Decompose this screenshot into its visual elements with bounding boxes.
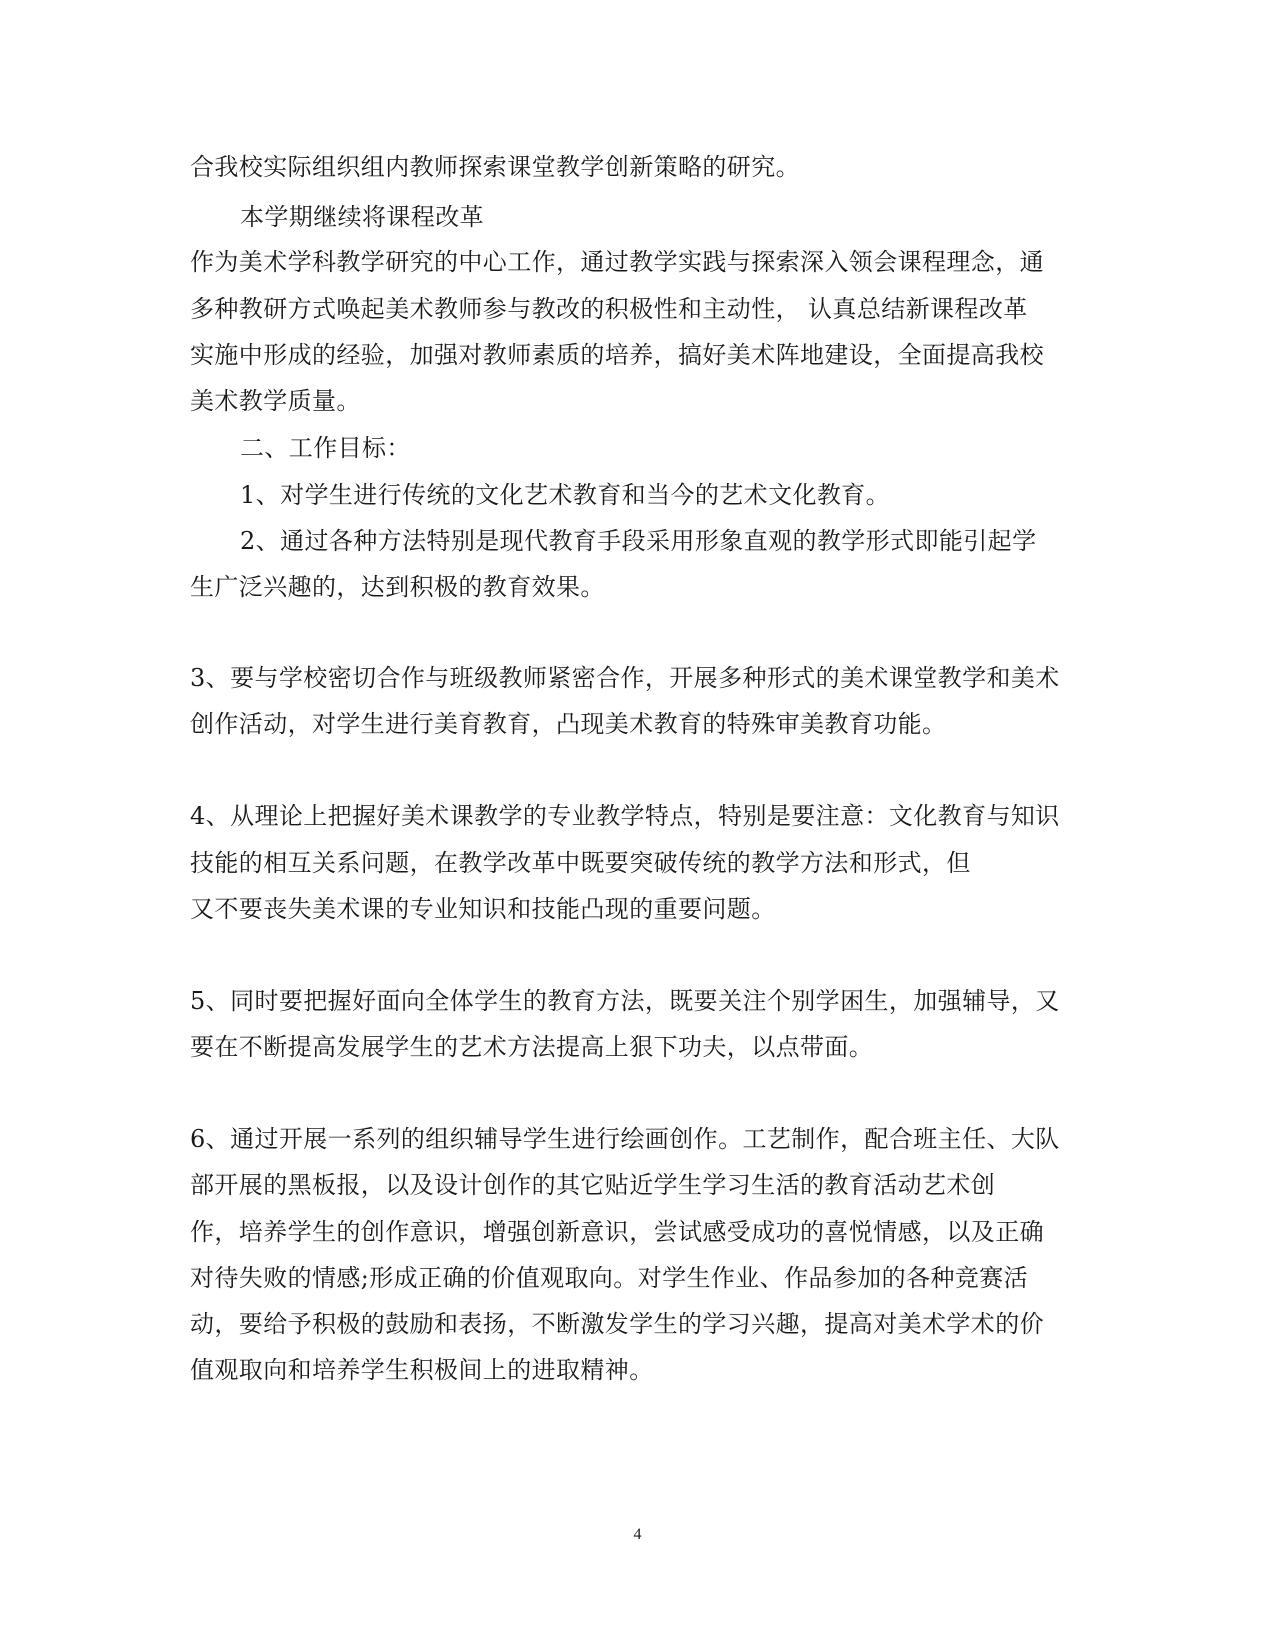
text-line: 1、对学生进行传统的文化艺术教育和当今的艺术文化教育。 bbox=[240, 481, 891, 509]
text-line: 动，要给予积极的鼓励和表扬，不断激发学生的学习兴趣，提高对美术学术的价 bbox=[190, 1310, 1044, 1338]
text-line: 多种教研方式唤起美术教师参与教改的积极性和主动性， 认真总结新课程改革 bbox=[190, 295, 1028, 323]
text-line: 生广泛兴趣的，达到积极的教育效果。 bbox=[190, 573, 605, 601]
text-line: 对待失败的情感;形成正确的价值观取向。对学生作业、作品参加的各种竞赛活 bbox=[190, 1264, 1029, 1292]
page-number: 4 bbox=[633, 1526, 642, 1543]
text-line: 实施中形成的经验，加强对教师素质的培养，搞好美术阵地建设，全面提高我校 bbox=[190, 341, 1044, 369]
text-line: 本学期继续将课程改革 bbox=[240, 203, 484, 231]
section-heading: 二、工作目标： bbox=[240, 434, 411, 462]
text-line: 3、要与学校密切合作与班级教师紧密合作，开展多种形式的美术课堂教学和美术 bbox=[190, 664, 1060, 692]
text-line: 技能的相互关系问题，在教学改革中既要突破传统的教学方法和形式，但 bbox=[190, 849, 971, 877]
text-line: 作，培养学生的创作意识，增强创新意识，尝试感受成功的喜悦情感，以及正确 bbox=[190, 1218, 1044, 1246]
text-line: 2、通过各种方法特别是现代教育手段采用形象直观的教学形式即能引起学 bbox=[240, 527, 1037, 555]
text-line: 值观取向和培养学生积极间上的进取精神。 bbox=[190, 1356, 654, 1384]
text-line: 又不要丧失美术课的专业知识和技能凸现的重要问题。 bbox=[190, 895, 776, 923]
text-line: 4、从理论上把握好美术课教学的专业教学特点，特别是要注意：文化教育与知识 bbox=[190, 802, 1060, 830]
text-line: 要在不断提高发展学生的艺术方法提高上狠下功夫，以点带面。 bbox=[190, 1033, 874, 1061]
text-line: 美术教学质量。 bbox=[190, 387, 361, 415]
text-line: 部开展的黑板报，以及设计创作的其它贴近学生学习生活的教育活动艺术创 bbox=[190, 1171, 996, 1199]
text-line: 合我校实际组织组内教师探索课堂教学创新策略的研究。 bbox=[190, 153, 800, 181]
text-line: 5、同时要把握好面向全体学生的教育方法，既要关注个别学困生，加强辅导，又 bbox=[190, 987, 1060, 1015]
text-line: 创作活动，对学生进行美育教育，凸现美术教育的特殊审美教育功能。 bbox=[190, 710, 947, 738]
text-line: 6、通过开展一系列的组织辅导学生进行绘画创作。工艺制作，配合班主任、大队 bbox=[190, 1125, 1060, 1153]
text-line: 作为美术学科教学研究的中心工作，通过教学实践与探索深入领会课程理念，通 bbox=[190, 248, 1044, 276]
